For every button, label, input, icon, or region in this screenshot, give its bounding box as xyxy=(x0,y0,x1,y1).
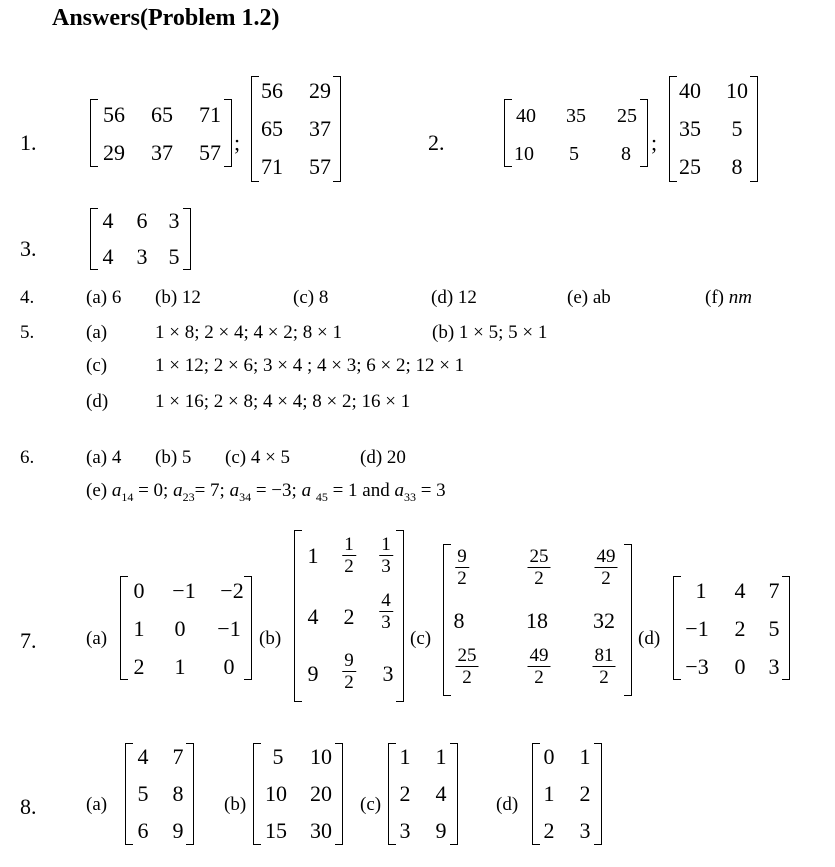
matrix-cell: 5 xyxy=(731,116,743,141)
numerator: 1 xyxy=(381,534,391,555)
denominator: 3 xyxy=(381,556,391,577)
answer-b: (b) 5 xyxy=(155,447,192,468)
matrix-cell: 7 xyxy=(768,578,780,603)
matrix-cell: 0 xyxy=(734,654,746,679)
left-bracket xyxy=(294,530,302,702)
matrix-cell: 2 xyxy=(543,818,555,843)
right-bracket xyxy=(244,576,252,680)
value: = 3 xyxy=(415,480,446,501)
fraction xyxy=(528,546,551,589)
answer-e: (e) ab xyxy=(567,287,611,308)
matrix-cell: 2 xyxy=(133,654,145,679)
value: = 0; xyxy=(133,480,174,501)
matrix-cell: 4 xyxy=(102,208,114,233)
matrix-cell: 3 xyxy=(382,661,394,686)
answer-text: 1 × 12; 2 × 6; 3 × 4 ; 4 × 3; 6 × 2; 12 × 1 xyxy=(155,355,465,376)
fraction xyxy=(342,534,356,577)
matrix-cell: 35 xyxy=(679,116,701,141)
matrix-cell: 57 xyxy=(309,154,331,179)
subscript: 33 xyxy=(403,489,416,504)
problem-number: 3. xyxy=(20,236,37,261)
matrix-cell: 10 xyxy=(310,744,332,769)
part-label: (d) xyxy=(86,391,109,412)
denominator: 2 xyxy=(344,672,354,693)
variable: a xyxy=(394,480,404,501)
fraction xyxy=(379,590,393,633)
matrix-cell: 8 xyxy=(731,154,743,179)
fraction xyxy=(342,650,356,693)
left-bracket xyxy=(120,576,128,680)
left-bracket xyxy=(90,99,98,167)
matrix-cell: 71 xyxy=(199,102,221,127)
part-label: (b) xyxy=(224,794,247,815)
matrix-cell: 3 xyxy=(168,208,180,233)
matrix-cell: 25 xyxy=(679,154,701,179)
left-bracket xyxy=(253,743,261,845)
matrix-cell: 4 xyxy=(102,244,114,269)
subscript: 14 xyxy=(121,489,134,504)
part-label: (c) xyxy=(360,794,382,815)
matrix-cell: −2 xyxy=(220,578,244,603)
problem-number: 4. xyxy=(20,287,35,308)
answer-f-value: nm xyxy=(728,287,752,308)
matrix-cell: 5 xyxy=(137,781,149,806)
part-label: (d) xyxy=(496,794,519,815)
separator: ; xyxy=(234,130,241,155)
matrix-cell: 4 xyxy=(137,744,149,769)
right-bracket xyxy=(335,743,343,845)
numerator: 49 xyxy=(596,546,616,567)
right-bracket xyxy=(186,743,194,845)
matrix-cell: 35 xyxy=(566,105,586,127)
part-label: (c) xyxy=(410,628,432,649)
denominator: 2 xyxy=(462,667,472,688)
matrix-cell: 6 xyxy=(136,208,148,233)
matrix-cell: 3 xyxy=(136,244,148,269)
denominator: 2 xyxy=(457,568,467,589)
matrix-cell: 6 xyxy=(137,818,149,843)
matrix-cell: 30 xyxy=(310,818,332,843)
left-bracket xyxy=(443,544,451,696)
matrix-cell: 37 xyxy=(151,140,173,165)
left-bracket xyxy=(673,576,681,680)
matrix-cell: 8 xyxy=(172,781,184,806)
numerator: 81 xyxy=(594,645,614,666)
left-bracket xyxy=(90,208,98,270)
numerator: 49 xyxy=(529,645,549,666)
value: = 1 and xyxy=(327,480,395,501)
subscript: 45 xyxy=(315,489,328,504)
answer-e xyxy=(86,480,446,505)
denominator: 2 xyxy=(534,667,544,688)
matrix-cell: −3 xyxy=(685,654,709,679)
matrix-cell: 29 xyxy=(309,78,331,103)
matrix-cell: 5 xyxy=(768,616,780,641)
fraction xyxy=(455,546,469,589)
numerator: 25 xyxy=(529,546,549,567)
variable: a xyxy=(173,480,183,501)
subscript: 23 xyxy=(182,489,195,504)
matrix-cell: 1 xyxy=(695,578,707,603)
problem-number: 7. xyxy=(20,628,37,653)
matrix-cell: 2 xyxy=(579,781,591,806)
part-label: (b) xyxy=(259,628,282,649)
answer-c: (c) 8 xyxy=(293,287,329,308)
variable: a xyxy=(301,480,316,501)
matrix-cell: 5 xyxy=(569,143,579,165)
page-title: Answers(Problem 1.2) xyxy=(52,5,280,31)
fraction xyxy=(595,546,618,589)
matrix-cell: 37 xyxy=(309,116,331,141)
right-bracket xyxy=(183,208,191,270)
matrix-cell: 0 xyxy=(174,616,186,641)
matrix-cell: 1 xyxy=(543,781,555,806)
matrix-cell: 7 xyxy=(172,744,184,769)
answer-a: (a) 6 xyxy=(86,287,122,308)
matrix-cell: 15 xyxy=(265,818,287,843)
value: = −3; xyxy=(251,480,302,501)
answer-d: (d) 12 xyxy=(431,287,477,308)
matrix-cell: 2 xyxy=(343,604,355,629)
matrix-cell: 18 xyxy=(526,608,548,633)
numerator: 9 xyxy=(344,650,354,671)
matrix-cell: 2 xyxy=(734,616,746,641)
matrix-cell: 1 xyxy=(133,616,145,641)
matrix-cell: 3 xyxy=(768,654,780,679)
part-label: (e) xyxy=(86,480,112,501)
matrix-cell: 1 xyxy=(174,654,186,679)
matrix-cell: 9 xyxy=(307,661,319,686)
matrix-cell: 40 xyxy=(679,78,701,103)
right-bracket xyxy=(640,99,648,167)
part-label: (a) xyxy=(86,322,108,343)
right-bracket xyxy=(624,544,632,696)
problem-number: 6. xyxy=(20,447,35,468)
matrix-cell: 4 xyxy=(734,578,746,603)
answer-a: (a) 4 xyxy=(86,447,122,468)
right-bracket xyxy=(333,76,341,182)
right-bracket xyxy=(750,76,758,182)
answer-d: (d) 20 xyxy=(360,447,406,468)
matrix-cell: −1 xyxy=(172,578,196,603)
matrix-cell: 2 xyxy=(399,781,411,806)
matrix-cell: 1 xyxy=(399,744,411,769)
matrix-cell: 29 xyxy=(103,140,125,165)
matrix-cell: 4 xyxy=(307,604,319,629)
matrix-cell: −1 xyxy=(217,616,241,641)
matrix-cell: 10 xyxy=(726,78,748,103)
answer-f xyxy=(705,287,752,309)
matrix-cell: 0 xyxy=(133,578,145,603)
left-bracket xyxy=(388,743,396,845)
problem-number: 2. xyxy=(428,130,445,155)
fraction xyxy=(456,645,479,688)
answer-f-label: (f) xyxy=(705,287,729,308)
matrix-cell: 8 xyxy=(453,608,465,633)
matrix-cell: 5 xyxy=(272,744,284,769)
matrix-cell: 32 xyxy=(593,608,615,633)
left-bracket xyxy=(125,743,133,845)
answer-text: (b) 1 × 5; 5 × 1 xyxy=(432,322,548,343)
matrix-cell: 71 xyxy=(261,154,283,179)
denominator: 2 xyxy=(599,667,609,688)
matrix-cell: 8 xyxy=(621,143,631,165)
matrix-cell: 3 xyxy=(399,818,411,843)
matrix-cell: 9 xyxy=(435,818,447,843)
answer-text: 1 × 16; 2 × 8; 4 × 4; 8 × 2; 16 × 1 xyxy=(155,391,411,412)
left-bracket xyxy=(669,76,677,182)
matrix-cell: 5 xyxy=(168,244,180,269)
matrix-cell: 20 xyxy=(310,781,332,806)
right-bracket xyxy=(594,743,602,845)
problem-number: 8. xyxy=(20,794,37,819)
right-bracket xyxy=(782,576,790,680)
left-bracket xyxy=(532,743,540,845)
problem-number: 1. xyxy=(20,130,37,155)
matrix-cell: 10 xyxy=(265,781,287,806)
right-bracket xyxy=(450,743,458,845)
numerator: 25 xyxy=(457,645,477,666)
answer-b: (b) 12 xyxy=(155,287,201,308)
matrix-cell: 3 xyxy=(579,818,591,843)
matrix-cell: 57 xyxy=(199,140,221,165)
matrix-cell: 40 xyxy=(516,105,536,127)
numerator: 1 xyxy=(344,534,354,555)
separator: ; xyxy=(651,130,658,155)
denominator: 2 xyxy=(534,568,544,589)
matrix-cell: 0 xyxy=(543,744,555,769)
subscript: 34 xyxy=(239,489,252,504)
right-bracket xyxy=(224,99,232,167)
part-label: (a) xyxy=(86,628,108,649)
matrix-cell: 56 xyxy=(261,78,283,103)
matrix-cell: 1 xyxy=(435,744,447,769)
matrix-cell: 0 xyxy=(223,654,235,679)
left-bracket xyxy=(251,76,259,182)
variable: a xyxy=(111,480,122,501)
matrix-cell: 1 xyxy=(579,744,591,769)
part-label: (d) xyxy=(638,628,661,649)
matrix-cell: 65 xyxy=(261,116,283,141)
value: = 7; xyxy=(194,480,230,501)
matrix-cell: 4 xyxy=(435,781,447,806)
matrix-cell: 25 xyxy=(617,105,637,127)
matrix-cell: 56 xyxy=(103,102,125,127)
matrix-cell: 9 xyxy=(172,818,184,843)
answer-text: 1 × 8; 2 × 4; 4 × 2; 8 × 1 xyxy=(155,322,342,343)
matrix-cell: −1 xyxy=(685,616,709,641)
matrix-cell: 10 xyxy=(514,143,534,165)
answer-c: (c) 4 × 5 xyxy=(225,447,291,468)
right-bracket xyxy=(396,530,404,702)
fraction xyxy=(379,534,393,577)
left-bracket xyxy=(504,99,512,167)
matrix-cell: 1 xyxy=(307,543,319,568)
fraction xyxy=(593,645,616,688)
variable: a xyxy=(229,480,240,501)
denominator: 2 xyxy=(601,568,611,589)
numerator: 9 xyxy=(457,546,467,567)
numerator: 4 xyxy=(381,590,391,611)
matrix-cell: 65 xyxy=(151,102,173,127)
denominator: 2 xyxy=(344,556,354,577)
problem-number: 5. xyxy=(20,322,35,343)
part-label: (c) xyxy=(86,355,108,376)
part-label: (a) xyxy=(86,794,108,815)
fraction xyxy=(528,645,551,688)
denominator: 3 xyxy=(381,612,391,633)
